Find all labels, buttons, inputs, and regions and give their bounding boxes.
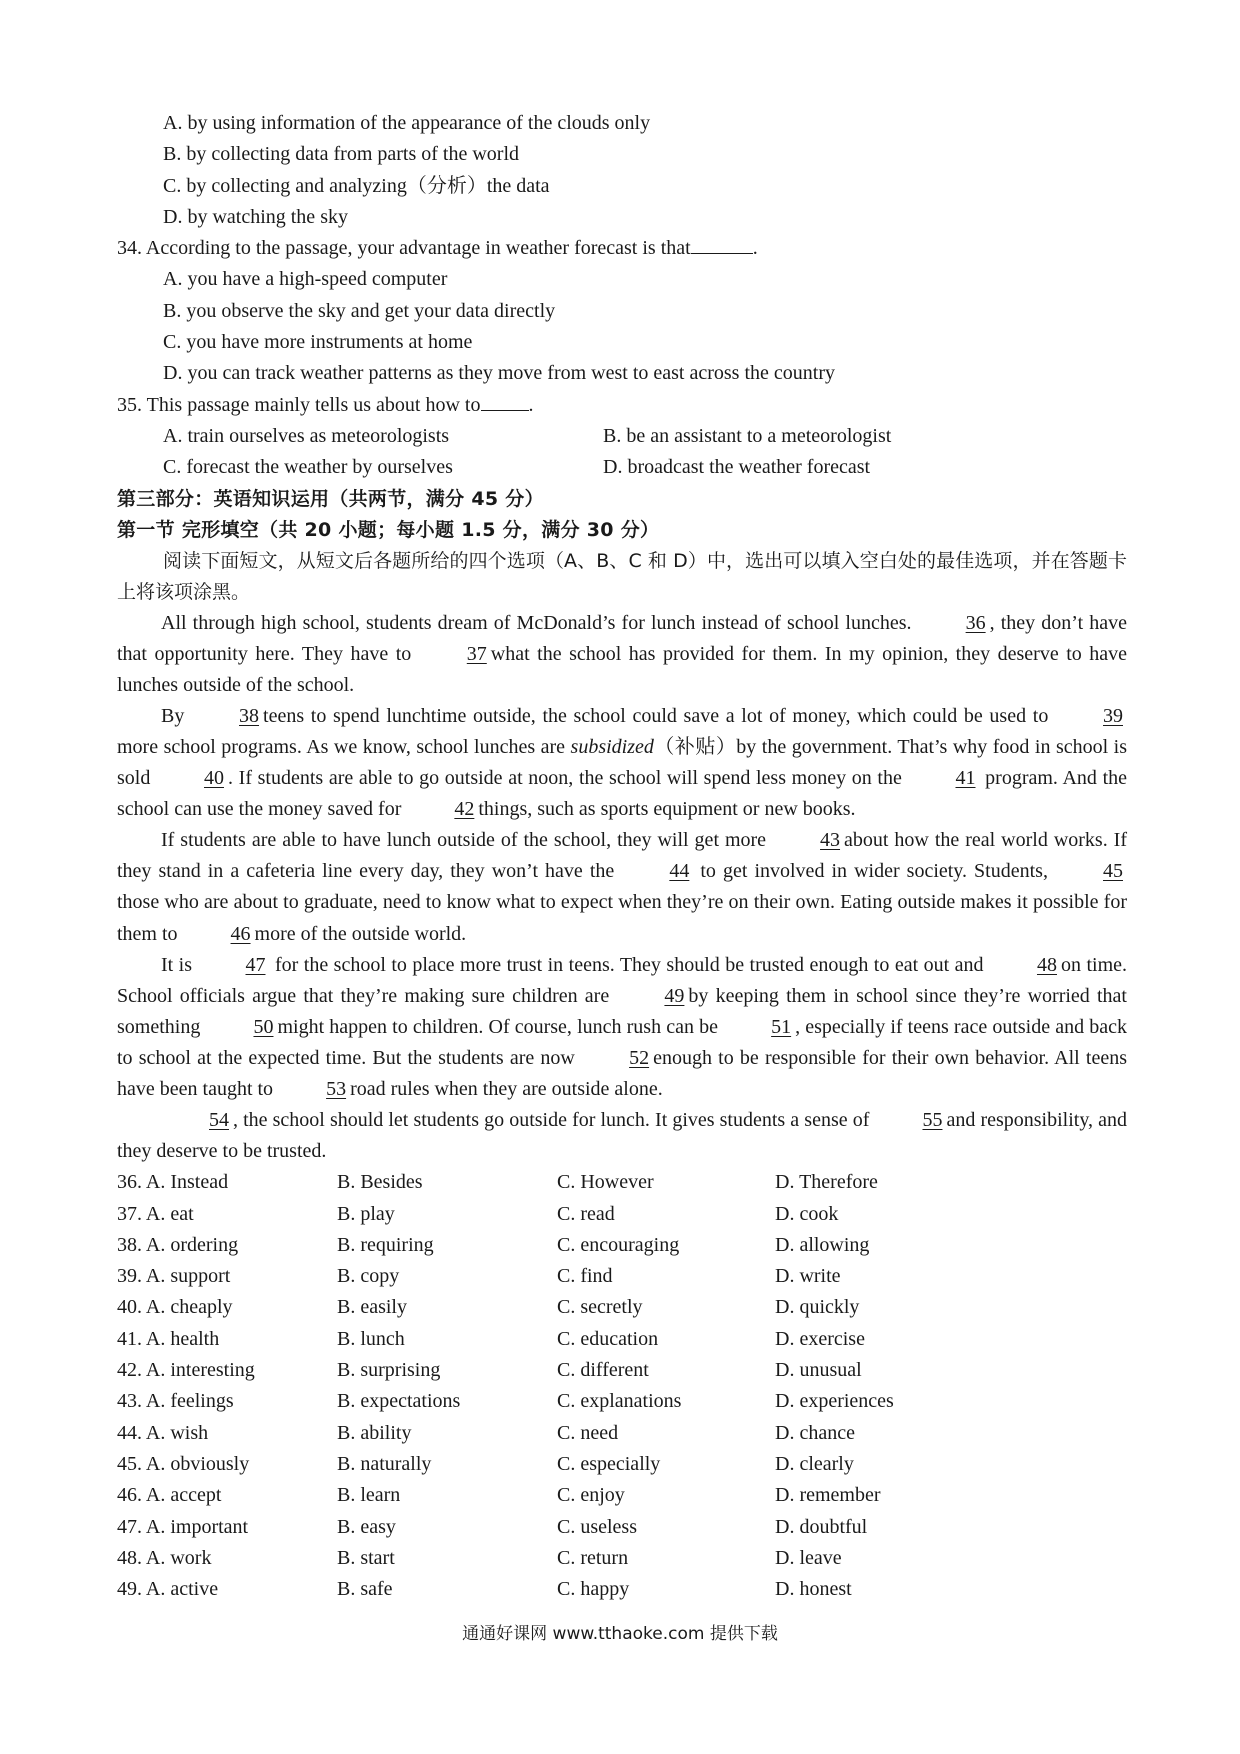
cloze-gap-44: 44 (669, 860, 690, 883)
passage-text: If students are able to have lunch outside of the school, they will get more (161, 829, 773, 852)
option-c: C. especially (557, 1452, 661, 1475)
passage-text: by keeping them in school since they’re worried that something (117, 984, 1127, 1038)
option-d: D. honest (775, 1578, 852, 1601)
answer-blank (481, 390, 529, 411)
q34-option-c: C. you have more instruments at home (163, 331, 473, 354)
q34-option-a: A. you have a high-speed computer (163, 268, 448, 291)
option-d: D. quickly (775, 1296, 860, 1319)
option-row (117, 1324, 1127, 1355)
part3-heading: 第三部分：英语知识运用（共两节，满分 45 分） (117, 487, 544, 510)
q35-option-d: D. broadcast the weather forecast (603, 456, 871, 479)
cloze-gap-55: 55 (922, 1109, 943, 1132)
option-c: C. find (557, 1265, 613, 1288)
cloze-gap-36: 36 (965, 611, 986, 634)
passage-text: might happen to children. Of course, lunch rush can be (277, 1015, 724, 1038)
option-d: D. unusual (775, 1359, 862, 1382)
q34-option-d: D. you can track weather patterns as they move from west to east across the country (163, 362, 835, 385)
passage-text: All through high school, students dream of McDonald’s for lunch instead of school lunches. (161, 611, 918, 634)
passage-text: what the school has provided for them. In my opinion, they deserve to have lunches outside of the school. (117, 642, 1128, 696)
option-row (117, 1230, 1127, 1261)
option-c: C. explanations (557, 1390, 682, 1413)
passage-text: road rules when they are outside alone. (350, 1077, 663, 1100)
option-a: 48. A. work (117, 1546, 212, 1569)
cloze-gap-54: 54 (209, 1109, 229, 1132)
q33-option-b: B. by collecting data from parts of the world (163, 143, 520, 166)
option-c: C. happy (557, 1578, 630, 1601)
passage-text: about how the real world works. If they stand in a cafeteria line every day, they won’t have the (117, 829, 1127, 883)
option-row (117, 1512, 1127, 1543)
cloze-gap-40: 40 (204, 767, 224, 790)
passage-text: , they don’t have that opportunity here. They have to (117, 611, 1127, 665)
option-b: B. easily (337, 1296, 407, 1319)
passage-text: . If students are able to go outside at noon, the school will spend less money on the (228, 767, 908, 790)
passage-paragraph-4 (117, 950, 1127, 1105)
option-row (117, 1418, 1127, 1449)
cloze-gap-47: 47 (245, 953, 266, 976)
option-row (117, 1574, 1127, 1605)
cloze-gap-46: 46 (230, 922, 251, 945)
passage-text: more of the outside world. (254, 922, 467, 945)
q34-stem-end: . (752, 237, 758, 260)
cloze-gap-52: 52 (629, 1046, 650, 1069)
cloze-gap-37: 37 (466, 642, 487, 665)
cloze-gap-50: 50 (253, 1015, 274, 1038)
passage-text: By (161, 704, 192, 727)
q34-option-b: B. you observe the sky and get your data directly (163, 299, 556, 322)
passage-text: program. And the school can use the money saved for (117, 767, 1128, 821)
option-d: D. chance (775, 1421, 855, 1444)
passage-paragraph-5 (117, 1105, 1127, 1167)
cloze-gap-51: 51 (771, 1015, 792, 1038)
option-row (117, 1543, 1127, 1574)
option-c: C. different (557, 1359, 649, 1382)
option-b: B. naturally (337, 1452, 432, 1475)
footer-text: 通通好课网 www.tthaoke.com 提供下载 (462, 1624, 778, 1644)
option-c: C. enjoy (557, 1484, 625, 1507)
q34-stem (117, 233, 1127, 264)
option-d: D. Therefore (775, 1171, 878, 1194)
passage-text: on time. School officials argue that they’re making sure children are (117, 953, 1127, 1007)
q35-options-row-1 (117, 421, 1127, 452)
option-c: C. However (557, 1171, 654, 1194)
passage-paragraph-1 (117, 608, 1127, 701)
passage-text: It is (161, 953, 198, 976)
option-b: B. safe (337, 1578, 393, 1601)
answer-blank (691, 233, 753, 254)
option-a: 45. A. obviously (117, 1452, 250, 1475)
exam-page (117, 108, 1127, 1605)
passage-text: for the school to place more trust in teens. They should be trusted enough to eat out and (269, 953, 989, 976)
passage-text: to get involved in wider society. Students, (693, 860, 1055, 883)
option-c: C. useless (557, 1515, 637, 1538)
cloze-gap-38: 38 (239, 704, 260, 727)
option-c: C. read (557, 1202, 615, 1225)
section1-heading: 第一节 完形填空（共 20 小题；每小题 1.5 分，满分 30 分） (117, 518, 660, 541)
option-a: 43. A. feelings (117, 1390, 234, 1413)
option-c: C. need (557, 1421, 619, 1444)
passage-paragraph-2 (117, 701, 1127, 825)
q35-option-c: C. forecast the weather by ourselves (163, 456, 453, 479)
option-a: 47. A. important (117, 1515, 249, 1538)
option-a: 36. A. Instead (117, 1171, 229, 1194)
option-b: B. ability (337, 1421, 412, 1444)
option-a: 39. A. support (117, 1265, 231, 1288)
option-row (117, 1199, 1127, 1230)
cloze-gap-49: 49 (664, 984, 685, 1007)
cloze-gap-39: 39 (1103, 704, 1123, 727)
cloze-gap-42: 42 (454, 798, 475, 821)
option-a: 42. A. interesting (117, 1359, 255, 1382)
q35-stem-end: . (528, 393, 534, 416)
q35-options-row-2 (117, 452, 1127, 483)
option-b: B. expectations (337, 1390, 461, 1413)
option-d: D. allowing (775, 1233, 870, 1256)
option-row (117, 1386, 1127, 1417)
cloze-gap-53: 53 (326, 1077, 347, 1100)
option-row (117, 1355, 1127, 1386)
q35-option-b: B. be an assistant to a meteorologist (603, 424, 892, 447)
cloze-gap-43: 43 (820, 829, 841, 852)
q33-option-c: C. by collecting and analyzing（分析）the data (163, 174, 550, 197)
cloze-gap-45: 45 (1103, 860, 1123, 883)
passage-text: and responsibility, and they deserve to be trusted. (117, 1109, 1128, 1163)
option-a: 40. A. cheaply (117, 1296, 233, 1319)
option-a: 38. A. ordering (117, 1233, 239, 1256)
passage-text: enough to be responsible for their own behavior. All teens have been taught to (117, 1046, 1128, 1100)
option-d: D. remember (775, 1484, 881, 1507)
option-row (117, 1261, 1127, 1292)
option-d: D. leave (775, 1546, 842, 1569)
passage-text: （补贴）by the government. That’s why food in school is sold (117, 735, 1127, 790)
passage-text: , especially if teens race outside and back to school at the expected time. But the students are now (117, 1015, 1127, 1069)
option-a: 44. A. wish (117, 1421, 209, 1444)
option-row (117, 1167, 1127, 1198)
option-b: B. requiring (337, 1233, 434, 1256)
option-c: C. secretly (557, 1296, 643, 1319)
q35-option-a: A. train ourselves as meteorologists (163, 424, 450, 447)
option-d: D. clearly (775, 1452, 854, 1475)
italic-term: subsidized (570, 735, 654, 758)
option-d: D. write (775, 1265, 841, 1288)
option-b: B. start (337, 1546, 395, 1569)
passage-text: things, such as sports equipment or new books. (478, 798, 856, 821)
q35-stem (117, 390, 1127, 421)
q33-option-d: D. by watching the sky (163, 205, 348, 228)
option-row (117, 1480, 1127, 1511)
option-a: 49. A. active (117, 1578, 219, 1601)
option-a: 46. A. accept (117, 1484, 222, 1507)
option-d: D. experiences (775, 1390, 894, 1413)
passage-text: , the school should let students go outside for lunch. It gives students a sense of (233, 1109, 875, 1132)
cloze-gap-48: 48 (1036, 953, 1057, 976)
option-d: D. doubtful (775, 1515, 868, 1538)
cloze-options (117, 1167, 1127, 1605)
option-row (117, 1292, 1127, 1323)
option-b: B. lunch (337, 1327, 405, 1350)
option-b: B. Besides (337, 1171, 423, 1194)
cloze-gap-41: 41 (955, 767, 976, 790)
option-a: 41. A. health (117, 1327, 220, 1350)
q33-option-a: A. by using information of the appearance of the clouds only (163, 112, 651, 134)
option-row (117, 1449, 1127, 1480)
option-c: C. return (557, 1546, 629, 1569)
option-d: D. exercise (775, 1327, 865, 1350)
option-d: D. cook (775, 1202, 839, 1225)
q35-stem-text: 35. This passage mainly tells us about how to (117, 393, 481, 416)
passage-text: those who are about to graduate, need to know what to expect when they’re on their own. Eating outside makes it possible for them to (117, 891, 1127, 945)
option-c: C. education (557, 1327, 659, 1350)
option-b: B. play (337, 1202, 395, 1225)
passage-paragraph-3 (117, 825, 1127, 949)
passage-text: more school programs. As we know, school lunches are (117, 735, 571, 758)
instructions: 阅读下面短文，从短文后各题所给的四个选项（A、B、C 和 D）中，选出可以填入空白处的最佳选项，并在答题卡上将该项涂黑。 (117, 549, 1127, 603)
option-a: 37. A. eat (117, 1202, 194, 1225)
option-b: B. surprising (337, 1359, 441, 1382)
option-c: C. encouraging (557, 1233, 680, 1256)
q34-stem-text: 34. According to the passage, your advantage in weather forecast is that (117, 237, 691, 260)
option-b: B. learn (337, 1484, 401, 1507)
passage-text: teens to spend lunchtime outside, the school could save a lot of money, which could be used to (263, 704, 1055, 727)
option-b: B. copy (337, 1265, 400, 1288)
option-b: B. easy (337, 1515, 396, 1538)
